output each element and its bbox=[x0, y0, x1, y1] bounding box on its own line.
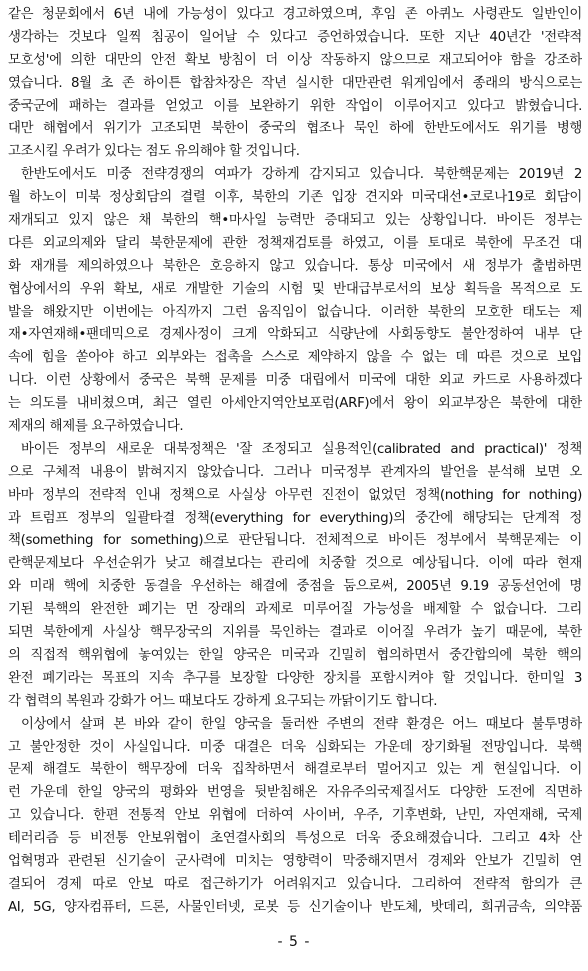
text-line: 문제 해결도 북한이 핵무장에 더욱 집착하면서 해결로부터 멀어지고 있는 게 현실입니다. 이 bbox=[8, 762, 582, 778]
text-line: 제재의 해제를 요구하였습니다. bbox=[8, 419, 184, 435]
text-line: 협상에서의 우위 확보, 새로 개발한 기술의 시험 및 반대급부로서의 보상 획득을 목적으로 도 bbox=[8, 281, 582, 297]
text-line: 테러리즘 등 비전통 안보위협이 초연결사회의 특성으로 더욱 중요해졌습니다. 그리고 4차 산 bbox=[8, 831, 582, 847]
text-line: 한반도에서도 미중 전략경쟁의 여파가 강하게 감지되고 있습니다. 북한핵문제는 2019년 2 bbox=[21, 167, 582, 183]
text-line: 모호성'에 의한 대만의 안전 확보 방침이 더 이상 작동하지 않으므로 재고되어야 함을 강조하 bbox=[8, 52, 582, 68]
text-line: 고조시킬 우려가 있다는 점도 유의해야 할 것입니다. bbox=[8, 144, 300, 160]
text-line: 되면 북한에게 사실상 핵무장국의 지위를 묵인하는 결과로 이어질 우려가 높기 때문에, 북한 bbox=[8, 625, 582, 641]
text-line: 같은 청문회에서 6년 내에 가능성이 있다고 경고하였으며, 후임 존 아퀴노 사령관도 일반인이 bbox=[8, 7, 582, 22]
text-line: 재•자연재해•팬데믹으로 경제사정이 크게 악화되고 식량난에 사회동향도 불안정하여 내부 단 bbox=[8, 327, 582, 343]
text-line: 란핵문제보다 우선순위가 낮고 해결보다는 관리에 치중할 것으로 예상됩니다. 이에 따라 현재 bbox=[8, 556, 582, 572]
text-line: 와 미래 핵에 치중한 동결을 우선하는 해결에 중점을 둠으로써, 2005년 9.19 공동선언에 명 bbox=[8, 579, 582, 595]
text-line: 의 직접적 핵위협에 놓여있는 한일 양국은 미국과 긴밀히 협의하면서 중간합의에 북한 핵의 bbox=[8, 647, 582, 663]
text-line: 바이든 정부의 새로운 대북정책은 '잘 조정되고 실용적인(calibrated and practical)' 정책 bbox=[21, 441, 582, 457]
text-line: 는 의도를 내비쳤으며, 최근 열린 아세안지역안보포럼(ARF)에서 왕이 외교부장은 북한에 대한 bbox=[8, 396, 582, 412]
text-line: 고 불안정한 것이 사실입니다. 미중 대결은 더욱 심화되는 가운데 장기화될 전망입니다. 북핵 bbox=[8, 739, 582, 755]
text-line: 재개되고 있지 않은 채 북한의 핵•마사일 능력만 증대되고 있는 상황입니다. 바이든 정부는 bbox=[8, 213, 582, 229]
text-line: 고 있습니다. 한편 전통적 안보 위협에 더하여 사이버, 우주, 기후변화, 난민, 자연재해, 국제 bbox=[8, 808, 582, 824]
text-line: 바마 정부의 전략적 인내 정책으로 사실상 아무런 진전이 없었던 정책(nothing for nothing) bbox=[8, 487, 582, 503]
text-line: 중국군에 패하는 결과를 얻었고 이를 보완하기 위한 작업이 이루어지고 있다고 밝혔습니다. bbox=[8, 98, 582, 114]
body-text bbox=[8, 4, 582, 920]
text-line: 런 가운데 한일 양국의 평화와 번영을 뒷받침해온 자유주의국제질서도 다양한 도전에 직면하 bbox=[8, 785, 582, 801]
text-line: 업혁명과 관련된 신기술이 군사력에 미치는 영향력이 막중해지면서 경제와 안보가 긴밀히 연 bbox=[8, 853, 582, 869]
text-line: 기된 북핵의 완전한 폐기는 먼 장래의 과제로 미루어질 가능성을 배제할 수 없습니다. 그리 bbox=[8, 602, 582, 618]
text-line: 니다. 이런 상황에서 중국은 북핵 문제를 미중 대립에서 미국에 대한 외교 카드로 사용하겠다 bbox=[8, 373, 582, 389]
text-line: 속에 힘을 쏟아야 하고 외부와는 접촉을 스스로 제약하지 않을 수 없는 데 따른 것으로 보입 bbox=[8, 350, 582, 366]
text-line: AI, 5G, 양자컴퓨터, 드론, 사물인터넷, 로봇 등 신기술이나 반도체, 밧데리, 희귀금속, 의약품 bbox=[8, 899, 582, 915]
text-line: 였습니다. 8월 초 존 하이튼 합참차장은 작년 실시한 대만관련 워게임에서 종래의 방식으로는 bbox=[8, 75, 582, 91]
text-line: 으로 구체적 내용이 밝혀지지 않았습니다. 그러나 미국정부 관계자의 발언을 분석해 보면 오 bbox=[8, 464, 582, 480]
text-line: 다른 외교의제와 달리 북한문제에 관한 정책재검토를 하였고, 이를 토대로 북한에 무조건 대 bbox=[8, 235, 582, 251]
text-line: 월 하노이 미북 정상회담의 결렬 이후, 북한의 기존 입장 견지와 미국대선•코로나19로 회담이 bbox=[8, 190, 582, 206]
text-line: 발을 해왔지만 이번에는 아직까지 그런 움직임이 없습니다. 이러한 북한의 모호한 태도는 제 bbox=[8, 304, 582, 320]
text-line: 과 트럼프 정부의 일괄타결 정책(everything for everything)의 중간에 해당되는 단계적 정 bbox=[8, 510, 582, 526]
text-line: 각 협력의 복원과 강화가 어느 때보다도 강하게 요구되는 까닭이기도 합니다. bbox=[8, 693, 438, 709]
text-line: 화 재개를 제의하였으나 북한은 호응하지 않고 있습니다. 통상 미국에서 새 정부가 출범하면 bbox=[8, 258, 582, 274]
text-line: 결되어 경제 따로 안보 따로 접근하기가 어려워지고 있습니다. 그리하여 전략적 함의가 큰 bbox=[8, 876, 582, 892]
text-line: 완전 폐기라는 목표의 지속 추구를 보장할 다양한 장치를 포함시켜야 할 것입니다. 한미일 3 bbox=[8, 670, 582, 686]
text-line: 생각하는 것보다 일찍 침공이 일어날 수 있다고 증언하였습니다. 또한 지난 40년간 '전략적 bbox=[8, 29, 582, 45]
text-line: 대만 해협에서 위기가 고조되면 북한이 중국의 협조나 묵인 하에 한반도에서도 위기를 병행 bbox=[8, 121, 582, 137]
page-number: - 5 - bbox=[277, 934, 311, 950]
text-line: 책(something for something)으로 판단됩니다. 전체적으로 바이든 정부에서 북핵문제는 이 bbox=[8, 533, 582, 549]
text-line: 이상에서 살펴 본 바와 같이 한일 양국을 둘러싼 주변의 전략 환경은 어느 때보다 불투명하 bbox=[21, 716, 582, 732]
